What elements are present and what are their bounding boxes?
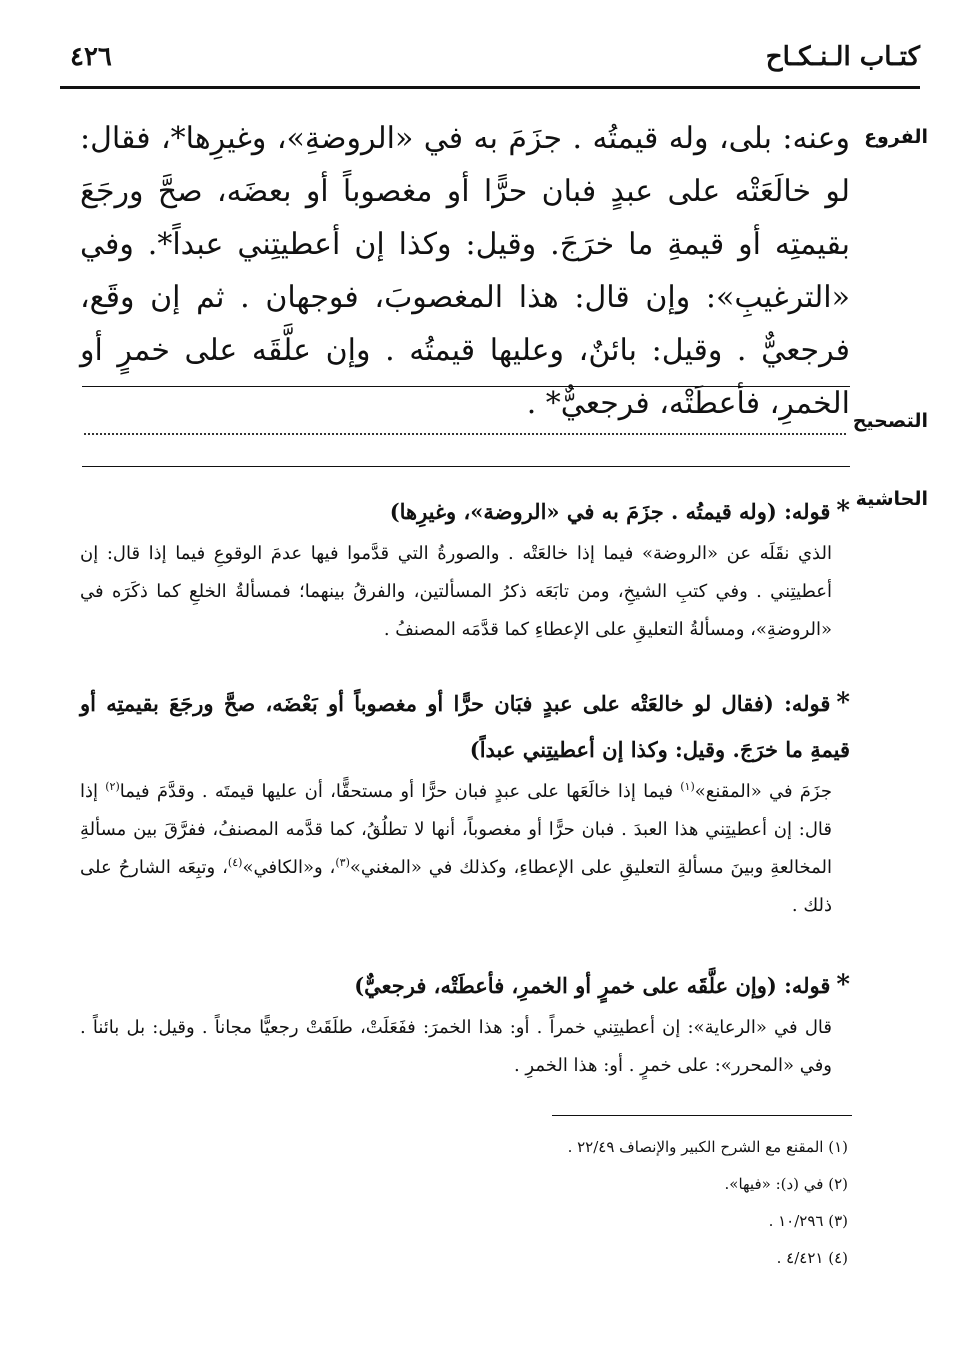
- hashiya-quote: *قوله: (وله قيمتُه . جزَمَ به في «الروضة»، وغيرِها): [389, 496, 850, 526]
- footnote-ref: (٢): [105, 780, 120, 793]
- section-rule-bottom: [82, 466, 850, 467]
- footnote-1: (١) المقنع مع الشرح الكبير والإنصاف ٢٢/٤٩ .: [567, 1138, 848, 1156]
- main-text-block: [80, 112, 850, 430]
- footnote-3: (٣) ١٠/٢٩٦ .: [768, 1212, 848, 1230]
- footnote-4: (٤) ٤/٤٢١ .: [776, 1249, 848, 1267]
- hashiya-quote: *قوله: (فقال لو خالعَتْه على عبدٍ فبَان حرًّا أو مغصوباً أو بَعْضَه، صحَّ ورجَعَ بقيمتِه أو قيمةِ ما خرَجَ. وقيل: وكذا إن أعطيتِني عبداً): [80, 688, 850, 762]
- footnote-ref: (٣): [335, 856, 350, 869]
- hashiya-body: قال في «الرعاية»: إن أعطيتِني خمراً . أو: هذا الخمرَ: ففَعَلَتْ، طلَقَتْ رجعيًّا مجاناً . وقيل: بل بائناً . وفي «المحرر»: على خمرٍ . أو: هذا الخمرِ .: [80, 1017, 832, 1076]
- footnote-rule: [552, 1115, 852, 1116]
- tashih-dotted-line: [84, 433, 846, 435]
- hashiya-entry-3: [80, 962, 850, 1085]
- asterisk-mark: *: [836, 970, 850, 1000]
- hashiya-body: جزَمَ في «المقنع»$^{(١)}$ فيما إذا خالَعَها على عبدٍ فبان حرًّا أو مستحقًّا، أن عليها قيمتَه . وقدَّمَ فيما$^{(٢)}$ إذا قال: إن أعطيتِني هذا العبدَ . فبان حرًّا أو مغصوباً، أنها لا تطلُقُ، كما قدَّمه المصنفُ، ففرَّقَ بين مسألةِ المخالعةِ وبينَ مسألةِ التعليقِ على الإعطاءِ، وكذلك في «المغني»$^{(٣)}$، و«الكافي»$^{(٤)}$، وتبِعَه الشارحُ على ذلك .: [80, 780, 833, 916]
- footnote-ref: (١): [680, 780, 695, 793]
- hashiya-quote: *قوله: (وإن علَّقَه على خمرٍ أو الخمرِ، فأعطَتْه، فرجعيٌّ): [354, 970, 850, 1000]
- tashih-label: التصحيح: [852, 410, 928, 432]
- hashiya-entry-1: [80, 488, 850, 649]
- hashiya-label: الحاشية: [855, 488, 928, 510]
- footnote-ref: (٤): [227, 856, 243, 869]
- asterisk-mark: *: [836, 688, 850, 718]
- running-title: كتـاب الـنـكـاح: [765, 42, 920, 72]
- header-rule: [60, 86, 920, 89]
- hashiya-entry-2: [80, 680, 850, 925]
- main-text: وعنه: بلى، وله قيمتُه . جزَمَ به في «الروضةِ»، وغيرِها*، فقال: لو خالَعَتْه على عبدٍ فبان حرًّا أو مغصوباً أو بعضَه، صحَّ ورجَعَ بقيمتِه أو قيمةِ ما خرَجَ. وقيل: وكذا إن أعطيتِني عبداً*. وفي «الترغيبِ»: وإن قال: هذا المغصوبَ، فوجهان . ثم إن وقَع، فرجعيٌّ . وقيل: بائنٌ، وعليها قيمتُه . وإن علَّقَه على خمرٍ أو الخمرِ، فأعطَتْه، فرجعيٌّ* .: [80, 121, 850, 421]
- hashiya-body: الذي نقَلَه عن «الروضة» فيما إذا خالعَتْه . والصورةُ التي قدَّموا فيها عدمَ الوقوعِ فيما إذا قال: إن أعطيتِني . وفي كتبِ الشيخِ، ومن تابَعَه ذكرُ المسألتين، والفرقُ بينهما؛ فمسألةُ الخلعِ كما ذكَرَه في «الروضةِ»، ومسألةُ التعليقِ على الإعطاءِ كما قدَّمَه المصنفُ .: [80, 543, 832, 640]
- section-rule-top: [82, 386, 850, 387]
- page-number: ٤٢٦: [70, 42, 112, 72]
- asterisk-mark: *: [836, 496, 850, 526]
- furu-label: الفروع: [864, 126, 928, 148]
- footnote-2: (٢) في (د): «فيها».: [724, 1175, 848, 1193]
